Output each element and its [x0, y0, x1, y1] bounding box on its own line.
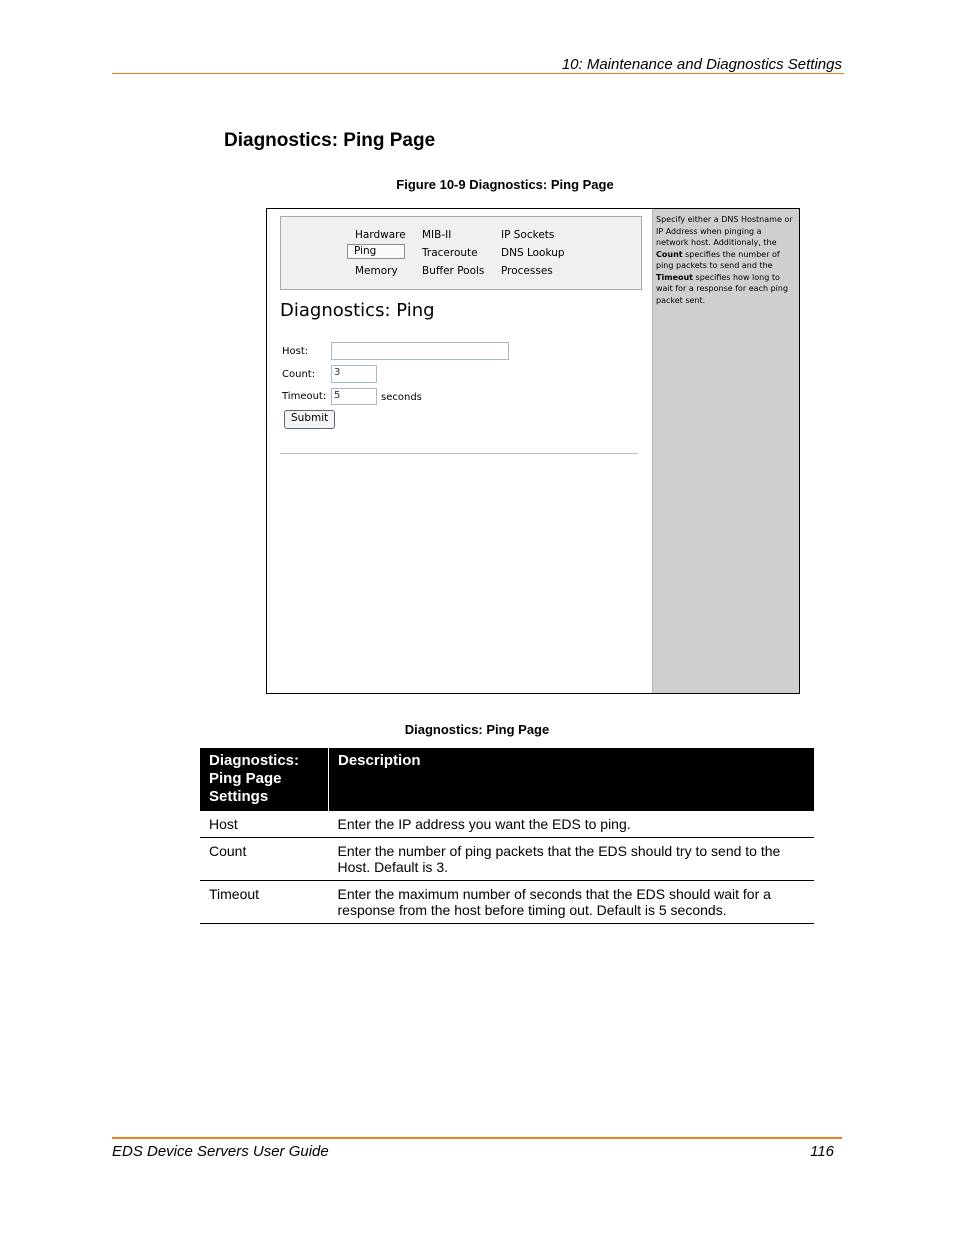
figure-caption: Figure 10-9 Diagnostics: Ping Page: [396, 177, 614, 192]
settings-column-header: Diagnostics: Ping Page Settings: [200, 748, 329, 811]
table-caption: Diagnostics: Ping Page: [404, 722, 550, 737]
section-title: Diagnostics: Ping Page: [224, 130, 436, 151]
timeout-input[interactable]: 5: [331, 388, 377, 405]
help-text-part1: Specify either a DNS Hostname or IP Address when pinging a network host. Additionaly, the: [656, 215, 793, 247]
page-number: 116: [810, 1143, 834, 1160]
setting-description-cell: Enter the IP address you want the EDS to ping.: [329, 811, 815, 838]
timeout-label: Timeout:: [282, 391, 327, 402]
content-divider: [280, 453, 638, 454]
ping-heading: Diagnostics: Ping: [280, 300, 435, 321]
footer-rule: [112, 1137, 842, 1139]
settings-table: [200, 748, 814, 924]
header-rule: [112, 73, 844, 74]
table-row: [200, 811, 814, 838]
setting-description-cell: Enter the number of ping packets that the EDS should try to send to the Host. Default is 3.: [329, 838, 815, 881]
nav-mib-link[interactable]: MIB-II: [422, 229, 452, 241]
nav-buffer-pools-link[interactable]: Buffer Pools: [422, 265, 485, 277]
seconds-label: seconds: [381, 392, 422, 403]
setting-name-cell: Host: [200, 811, 329, 838]
table-row: [200, 838, 814, 881]
count-input[interactable]: 3: [331, 365, 377, 383]
help-text-part2: specifies the number of ping packets to send and the: [656, 249, 780, 270]
diagnostics-nav-menu: [280, 216, 642, 290]
table-row: [200, 881, 814, 924]
running-header: 10: Maintenance and Diagnostics Settings: [561, 56, 842, 73]
nav-memory-link[interactable]: Memory: [355, 265, 398, 277]
nav-dns-lookup-link[interactable]: DNS Lookup: [501, 247, 565, 259]
footer-title: EDS Device Servers User Guide: [112, 1143, 329, 1160]
description-column-header: Description: [329, 748, 815, 811]
setting-name-cell: Timeout: [200, 881, 329, 924]
count-label: Count:: [282, 369, 316, 380]
nav-ip-sockets-link[interactable]: IP Sockets: [501, 229, 555, 241]
submit-button[interactable]: Submit: [284, 410, 335, 429]
host-label: Host:: [282, 346, 309, 357]
help-text-part3: specifies how long to wait for a response for each ping packet sent.: [656, 272, 789, 305]
nav-traceroute-link[interactable]: Traceroute: [422, 247, 478, 259]
help-panel: [652, 209, 799, 693]
nav-hardware-link[interactable]: Hardware: [355, 229, 406, 241]
nav-ping-link[interactable]: Ping: [347, 244, 405, 259]
help-timeout-keyword: Timeout: [656, 272, 693, 282]
setting-description-cell: Enter the maximum number of seconds that the EDS should wait for a response from the host before timing out. Default is 5 seconds.: [329, 881, 815, 924]
ping-page-screenshot: [266, 208, 800, 694]
setting-name-cell: Count: [200, 838, 329, 881]
host-input[interactable]: [331, 342, 509, 360]
table-header-row: [200, 748, 814, 811]
nav-processes-link[interactable]: Processes: [501, 265, 553, 277]
help-count-keyword: Count: [656, 249, 683, 259]
